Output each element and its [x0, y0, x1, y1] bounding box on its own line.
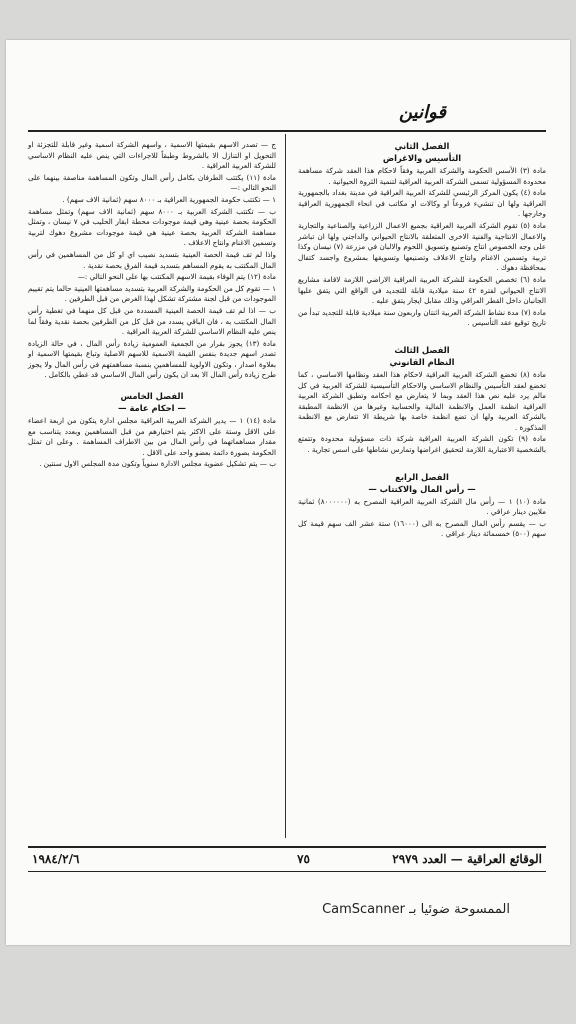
article-3: مادة (٣) الأسس الحكومة والشركة العربية وفقاً لاحكام هذا العقد شركة مساهمة محدودة المسؤولية تسمى الشركة العربية العراقية لتنمية الثروة الحيوانية .	[298, 166, 546, 186]
chapter-2-title: الفصل الثاني	[394, 141, 450, 151]
article-14-b: ب — يتم تشكيل عضوية مجلس الادارة سنوياً وتكون مدة المجلس الاول سنتين .	[39, 459, 276, 469]
article-13: مادة (١٣) يجوز بقرار من الجمعية العمومية زيادة رأس المال ، في حالة الزيادة تصدر اسهم جديدة بنفس القيمة الاسمية للاسهم الاصلية وتباع بقيمتها الاسمية او بعلاوة اصدار ، وتكون الاولوية للمساهمين بنسبة مساهمتهم في رأس المال ولا يجوز طرح زيادة رأس المال الا بعد ان يكون رأس المال الاساسي قد غطي بالكامل .	[28, 338, 276, 380]
publication-issue: الوقائع العراقية — العدد ٢٩٧٩	[392, 852, 542, 866]
article-10: مادة (١٠) ١ — رأس مال الشركة العربية العراقية المصرح به (٨٠٠٠٠٠٠) ثمانية ملايين دينار عراقي .	[298, 496, 546, 517]
scanner-watermark: الممسوحة ضوئيا بـ CamScanner	[322, 902, 510, 917]
chapter-3-title: الفصل الثالث	[394, 344, 450, 355]
chapter-4-title: الفصل الرابع	[395, 471, 449, 482]
article-6: مادة (٦) تخصص الحكومة للشركة العربية العراقية الاراضي اللازمة لاقامة مشاريع الانتاج الحيواني لفترة ٤٢ سنة ميلادية قابلة للتجديد في الواقع التي يتفق عليها الجانبان داخل القطر العراقي وذلك مقابل ايجار يتفق عليه .	[298, 274, 546, 306]
gazette-page	[28, 102, 546, 906]
chapter-5-title: الفصل الخامس	[120, 391, 184, 402]
right-column	[298, 140, 546, 541]
document-sheet	[6, 40, 570, 945]
article-14: مادة (١٤) ١ — يدير الشركة العربية العراقية مجلس ادارة يتكون من اربعة اعضاء على الاقل وستة على الاكثر يتم اختيارهم من قبل المساهمين وبعدد يتناسب مع مقدار مساهماتهما في رأس المال من بين الاطراف المساهمة . وعلى ان تمثل الحكومة بصورة دائمة بعضو واحد على الاقل .	[28, 416, 276, 457]
article-9: مادة (٩) تكون الشركة العربية العراقية شركة ذات مسؤولية محدودة وتتمتع بالشخصية الاعتبارية اللازمة لتحقيق اغراضها وتمارس نشاطها على اسس تجارية .	[298, 434, 546, 455]
article-12: مادة (١٢) يتم الوفاء بقيمة الاسهم المكتتب بها على النحو التالي :—	[77, 272, 276, 282]
chapter-4-subtitle: — رأس المال والاكتتاب —	[368, 483, 476, 494]
article-7: مادة (٧) مدة نشاط الشركة العربية اثنتان واربعون سنة ميلادية قابلة للتجديد تبدأ من تاريخ توقيع عقد التأسيس .	[298, 307, 546, 328]
article-12-a: ١ — تقوم كل من الحكومة والشركة العربية بتسديد مساهمتها العينية حالما يتم تقييم الموجودات من قبل لجنة مشتركة تشكل لهذا الغرض من قبل الطرفين .	[28, 283, 276, 304]
footer-rule-bottom	[28, 871, 546, 872]
article-11: مادة (١١) يكتتب الطرفان بكامل رأس المال وتكون المساهمة مناصفة بينهما على النحو التالي :—	[28, 172, 276, 193]
page-footer	[28, 850, 546, 870]
article-8: مادة (٨) تخضع الشركة العربية العراقية لاحكام هذا العقد ونظامها الاساسي ، كما تخضع لعقد التأسيس والنظام الاساسي والاحكام التأسيسية للشركة العربية في كل مالم يرد عليه نص هذا العقد وبما لا يتعارض مع احكامه وتطبق الشركة العربية العراقية انظمة العمل والانظمة المالية والحسابية وغيرها من الانظمة المطبقة بالشركة العربية ولها ان تضع انظمة خاصة بها شريطة الا تتعارض مع الانظمة المذكورة .	[298, 369, 546, 432]
article-5: مادة (٥) تقوم الشركة العربية العراقية بجميع الاعمال الزراعية والصناعية والتجارية والاعمال الانتاجية والفنية الاخرى المتعلقة بالانتاج الحيواني والداجني ولها ان تباشر على وجه الخصوص انتاج وتصنيع وتسويق اللحوم والالبان في مزرعة (٧) نيسان وكذا تربية وتسمين الاغنام وانتاج الاعلاف وتصنيعها وتسويقها بمشروع واجسد كتفال بمحافظة دهوك .	[298, 220, 546, 273]
article-10-b: ب — يقسم رأس المال المصرح به الى (١٦٠٠٠) ستة عشر الف سهم قيمة كل سهم (٥٠٠) خمسمائة دينار عراقي .	[298, 518, 546, 539]
chapter-2-subtitle: التأسيس والاغراض	[382, 153, 462, 163]
left-column	[28, 140, 276, 471]
chapter-5-subtitle: — احكام عامة —	[118, 403, 186, 414]
chapter-3-subtitle: النظام القانوني	[389, 356, 455, 367]
article-11-note: واذا لم تف قيمة الحصة العينية بتسديد نصيب اي او كل من المساهمين في رأس المال المكتتب به يقوم المساهم بتسديد قيمة الفرق بحصة نقدية .	[28, 249, 276, 270]
article-4: مادة (٤) يكون المركز الرئيسي للشركة العربية العراقية في مدينة بغداد بالجمهورية العراقية ولها ان تنشيء فروعاً او وكالات او مكاتب في انحاء الجمهورية العراقية وخارجها .	[298, 188, 546, 219]
article-12-b: ب — اذا لم تف قيمة الحصة العينية المسددة من قبل كل منهما في تغطية رأس المال المكتتب به ، فان الباقي يسدد من قبل كل من الطرفين بحصة نقدية وفقاً لما ينص عليه النظام الاساسي للشركة العربية العراقية .	[28, 305, 276, 337]
article-11-b: ب — تكتتب الشركة العربية بـ ٨٠٠٠ سهم (ثمانية الاف سهم) وتمثل مساهمة الحكومة بحصة عينية وهي قيمة موجودات محطة ابقار الحليب في ٧ نيسان ، وتمثل مساهمة الشركة العربية بحصة عينية هي قيمة موجودات مشروع دهوك لتربية وتسمين الاغنام وانتاج الاعلاف .	[28, 206, 276, 248]
column-divider	[285, 134, 286, 838]
issue-date: ١٩٨٤/٢/٦	[32, 852, 80, 866]
article-10-c: ج — تصدر الاسهم بقيمتها الاسمية ، واسهم الشركة اسمية وغير قابلة للتجزئة او التحويل او التنازل الا بالشروط وطبقاً للاجراءات التي ينص عليه النظام الاساسي للشركة العربية العراقية .	[28, 140, 276, 171]
header-rule	[28, 130, 546, 132]
footer-rule	[28, 846, 546, 848]
article-11-a: ١ — تكتتب حكومة الجمهورية العراقية بـ ٨٠٠٠ سهم (ثمانية الاف سهم) .	[62, 194, 276, 204]
page-number: ٧٥	[297, 852, 310, 866]
section-title: قوانين	[398, 102, 446, 123]
